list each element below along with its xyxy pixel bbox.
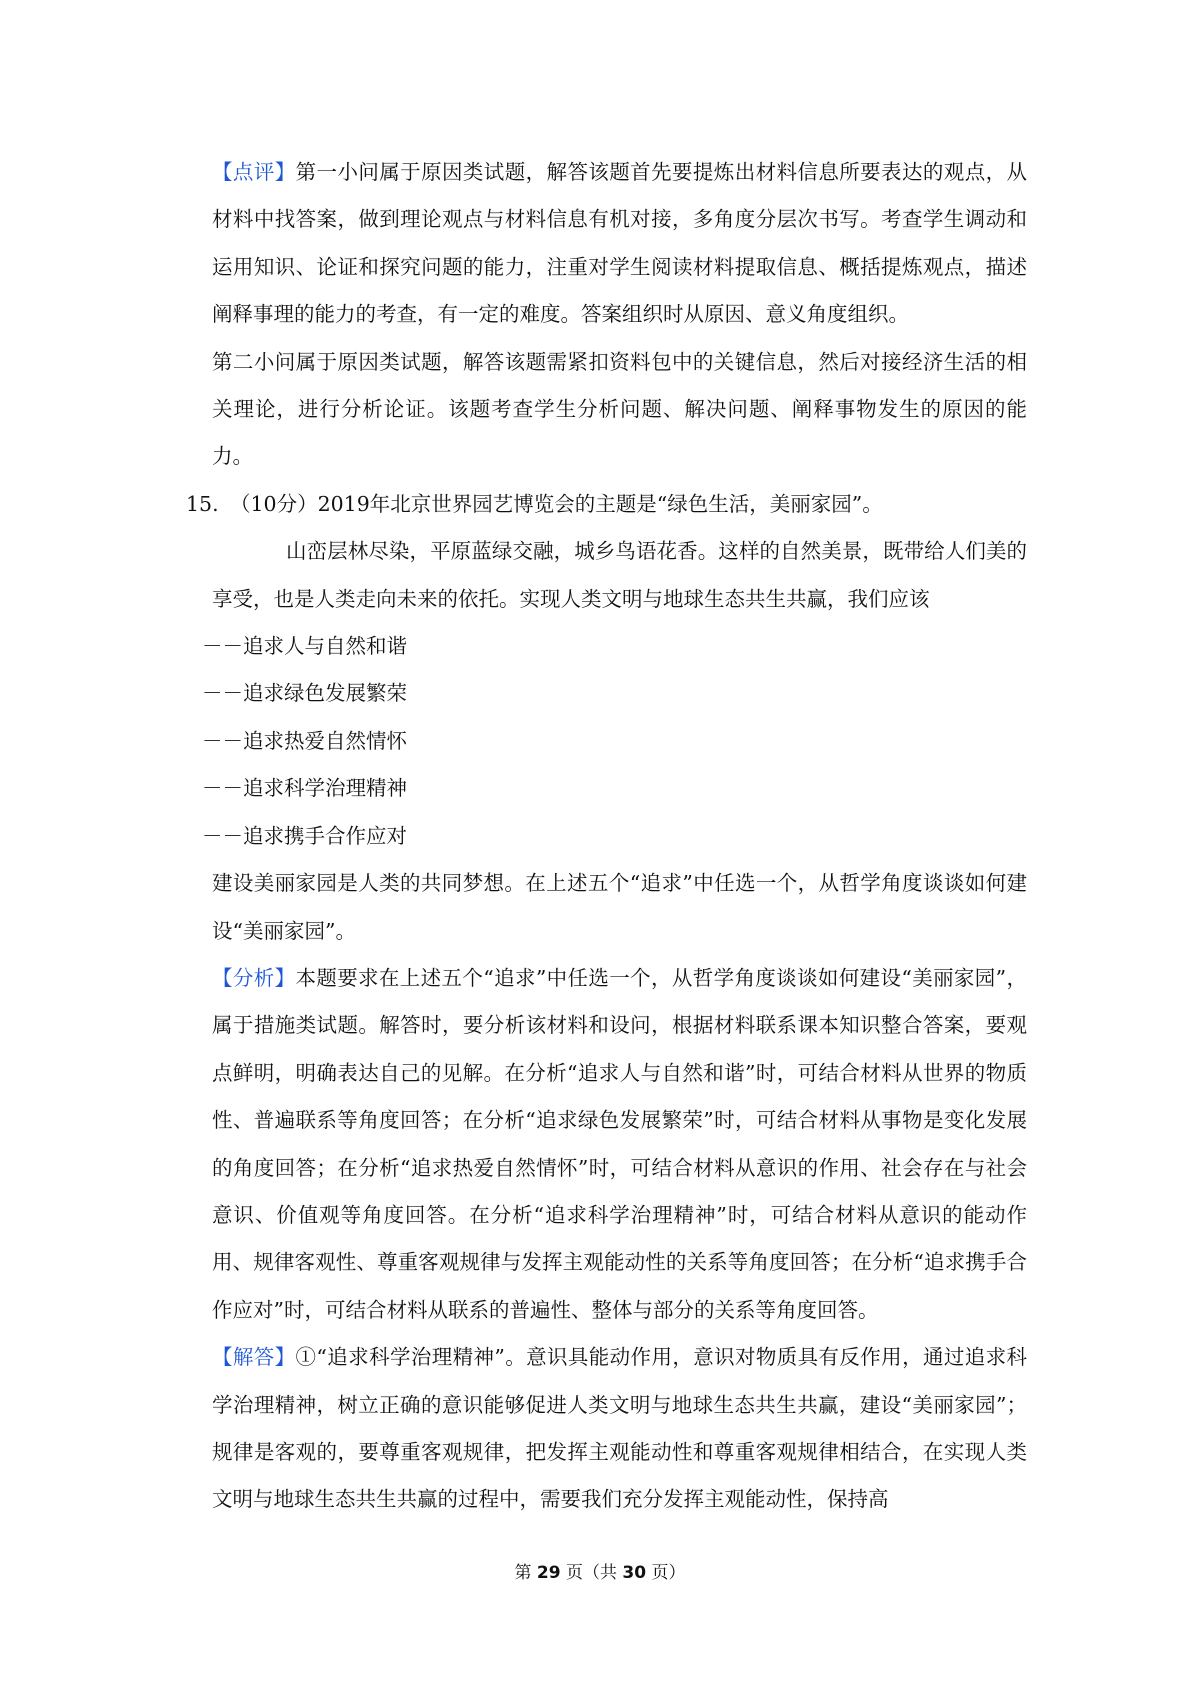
question-number: 15. — [186, 491, 219, 516]
question-stem-line — [186, 481, 1027, 528]
list-item: －－追求热爱自然情怀 — [202, 728, 407, 753]
question-prompt: 建设美丽家园是人类的共同梦想。在上述五个“追求”中任选一个，从哲学角度谈谈如何建设“美丽家园”。 — [212, 871, 1027, 943]
page-content — [186, 149, 1028, 1524]
comment-paragraph — [212, 149, 1027, 339]
answer-paragraph — [212, 1334, 1027, 1524]
list-item: －－追求科学治理精神 — [202, 776, 407, 801]
footer-total-pages: 30 — [622, 1563, 647, 1583]
footer-prefix: 第 — [514, 1563, 537, 1583]
question-material: 山峦层林尽染，平原蓝绿交融，城乡鸟语花香。这样的自然美景，既带给人们美的享受，也是人类走向未来的依托。实现人类文明与地球生态共生共赢，我们应该 — [212, 539, 1027, 611]
footer-page-number: 29 — [536, 1563, 561, 1583]
answer-text: ①“追求科学治理精神”。意识具能动作用，意识对物质具有反作用，通过追求科学治理精神，树立正确的意识能够促进人类文明与地球生态共生共赢，建设“美丽家园”；规律是客观的，要尊重客观规律，把发挥主观能动性和尊重客观规律相结合，在实现人类文明与地球生态共生共赢的过程中，需要我们充分发挥主观能动性，保持高 — [212, 1345, 1027, 1512]
question-stem: （10分）2019年北京世界园艺博览会的主题是“绿色生活，美丽家园”。 — [230, 491, 883, 516]
comment-text-2: 第二小问属于原因类试题，解答该题需紧扣资料包中的关键信息，然后对接经济生活的相关理论，进行分析论证。该题考查学生分析问题、解决问题、阐释事物发生的原因的能力。 — [212, 349, 1027, 469]
footer-middle: 页（共 — [560, 1563, 623, 1583]
analysis-text: 本题要求在上述五个“追求”中任选一个，从哲学角度谈谈如何建设“美丽家园”，属于措施类试题。解答时，要分析该材料和设问，根据材料联系课本知识整合答案，要观点鲜明，明确表达自己的见解。在分析“追求人与自然和谐”时，可结合材料从世界的物质性、普遍联系等角度回答；在分析“追求绿色发展繁荣”时，可结合材料从事物是变化发展的角度回答；在分析“追求热爱自然情怀”时，可结合材料从意识的作用、社会存在与社会意识、价值观等角度回答。在分析“追求科学治理精神”时，可结合材料从意识的能动作用、规律客观性、尊重客观规律与发挥主观能动性的关系等角度回答；在分析“追求携手合作应对”时，可结合材料从联系的普遍性、整体与部分的关系等角度回答。 — [212, 965, 1028, 1322]
comment-tag: 【点评】 — [212, 160, 296, 184]
page-footer — [0, 1561, 1200, 1585]
analysis-tag: 【分析】 — [212, 965, 296, 990]
analysis-paragraph — [212, 955, 1027, 1334]
comment-text: 第一小问属于原因类试题，解答该题首先要提炼出材料信息所要表达的观点，从材料中找答案，做到理论观点与材料信息有机对接，多角度分层次书写。考查学生调动和运用知识、论证和探究问题的能力，注重对学生阅读材料提取信息、概括提炼观点，描述阐释事理的能力的考查，有一定的难度。答案组织时从原因、意义角度组织。 — [212, 160, 1028, 327]
list-item: －－追求人与自然和谐 — [202, 634, 407, 659]
comment-paragraph-2 — [212, 339, 1027, 481]
answer-tag: 【解答】 — [212, 1345, 296, 1370]
list-item: －－追求绿色发展繁荣 — [202, 681, 407, 706]
list-item: －－追求携手合作应对 — [202, 823, 407, 848]
footer-suffix: 页） — [646, 1563, 686, 1583]
